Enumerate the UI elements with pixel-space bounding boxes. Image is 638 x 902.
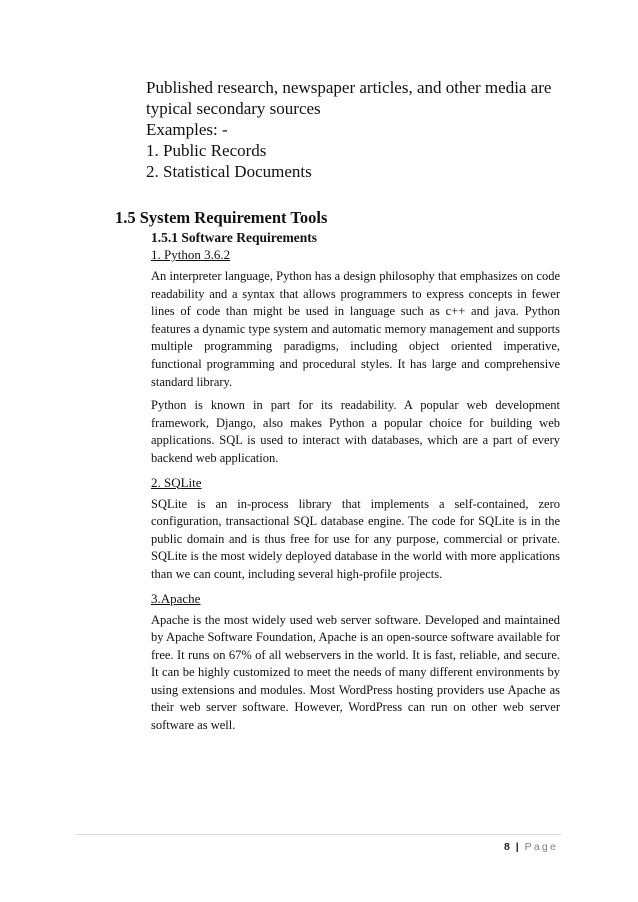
paragraph-python-2: Python is known in part for its readability. A popular web development framework, Django, also makes Python a popular choice for building web applications. SQL is used to interact with databases, which are a part of every backend web application. [151, 398, 560, 465]
example-item: 2. Statistical Documents [146, 162, 312, 181]
intro-text: Published research, newspaper articles, and other media are typical secondary sources [146, 78, 552, 118]
paragraph-apache: Apache is the most widely used web server software. Developed and maintained by Apache Software Foundation, Apache is an open-source software available for free. It runs on 67% of all webservers in the world. It is fast, reliable, and secure. It can be highly customized to meet the needs of many different environments by using extensions and modules. Most WordPress hosting providers use Apache as their web server software. However, WordPress can run on other web server software as well. [151, 612, 560, 733]
item-heading-sqlite: 2. SQLite [151, 474, 202, 490]
page-word: Page [524, 841, 558, 853]
paragraph-python-1: An interpreter language, Python has a design philosophy that emphasizes on code readability and a syntax that allows programmers to express concepts in fewer lines of code than might be used in language such as c++ and java. Python features a dynamic type system and automatic memory management and supports multiple programming paradigms, including object oriented imperative, functional programming and procedural styles. It has large and comprehensive standard library. [151, 269, 560, 389]
item-heading-python: 1. Python 3.6.2 [151, 247, 231, 262]
section-title: 1.5 System Requirement Tools [115, 208, 328, 227]
page-footer [504, 841, 558, 853]
subsection-title: 1.5.1 Software Requirements [151, 230, 317, 245]
page-number: 8 [504, 841, 510, 853]
section-content [151, 230, 560, 741]
item-heading-apache: 3.Apache [151, 590, 201, 606]
footer-separator: | [515, 841, 519, 853]
example-item: 1. Public Records [146, 141, 267, 160]
footer-divider [76, 834, 561, 835]
examples-label: Examples: - [146, 120, 228, 139]
paragraph-sqlite: SQLite is an in-process library that implements a self-contained, zero configuration, transactional SQL database engine. The code for SQLite is in the public domain and is thus free for use for any purpose, commercial or private. SQLite is the most widely deployed database in the world with more applications than we can count, including several high-profile projects. [151, 496, 560, 581]
intro-block [146, 77, 576, 182]
